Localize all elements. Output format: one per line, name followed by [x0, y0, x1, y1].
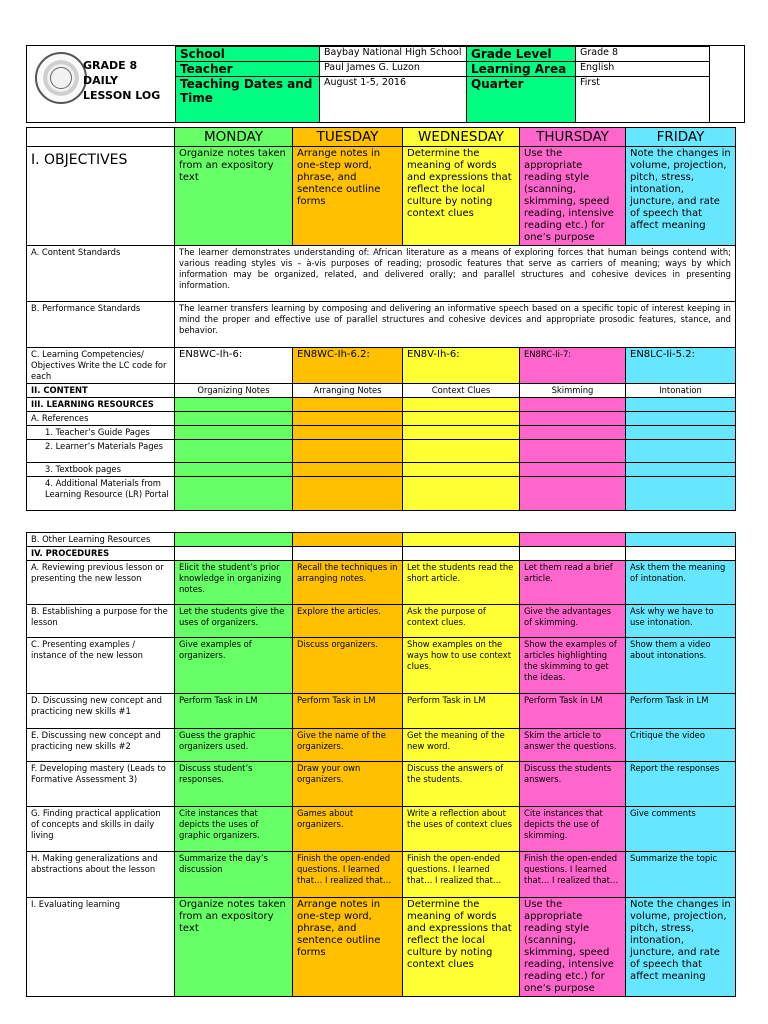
school-value: Baybay National High School	[320, 47, 467, 62]
procedure-label-c: C. Presenting examples / instance of the new lesson	[27, 638, 175, 694]
learning-area-label: Learning Area	[467, 62, 576, 77]
blank-corner	[27, 128, 175, 147]
procedure-i-thursday: Use the appropriate reading style (scanning, skimming, speed reading, intensive reading etc.) for one’s purpose	[520, 898, 626, 997]
procedure-f-monday: Discuss student’s responses.	[175, 762, 293, 807]
procedure-d-wednesday: Perform Task in LM	[403, 694, 520, 729]
procedure-label-f: F. Developing mastery (Leads to Formative Assessment 3)	[27, 762, 175, 807]
content-row	[27, 384, 736, 398]
procedures-header-row	[27, 547, 736, 561]
lc-code-friday: EN8LC-Ii-5.2:	[626, 348, 736, 384]
objective-wednesday: Determine the meaning of words and expressions that reflect the local culture by noting context clues	[403, 147, 520, 246]
procedure-label-b: B. Establishing a purpose for the lesson	[27, 605, 175, 638]
procedure-e-wednesday: Get the meaning of the new word.	[403, 729, 520, 762]
topic-wednesday: Context Clues	[403, 384, 520, 398]
procedure-label-g: G. Finding practical application of concepts and skills in daily living	[27, 807, 175, 852]
procedure-a-tuesday: Recall the techniques in arranging notes.	[293, 561, 403, 605]
procedure-h-tuesday: Finish the open-ended questions. I learned that… I realized that…	[293, 852, 403, 898]
day-wednesday: WEDNESDAY	[403, 128, 520, 147]
topic-thursday: Skimming	[520, 384, 626, 398]
objectives-table	[26, 127, 736, 511]
grade-level-value: Grade 8	[576, 47, 710, 62]
dates-label: Teaching Dates and Time	[176, 77, 320, 123]
grade-title: GRADE 8	[83, 59, 138, 72]
day-thursday: THURSDAY	[520, 128, 626, 147]
procedure-g-tuesday: Games about organizers.	[293, 807, 403, 852]
other-resources-label: B. Other Learning Resources	[27, 533, 175, 547]
day-header-row	[27, 128, 736, 147]
grade-level-label: Grade Level	[467, 47, 576, 62]
procedure-c-wednesday: Show examples on the ways how to use context clues.	[403, 638, 520, 694]
performance-standards-label: B. Performance Standards	[27, 302, 175, 348]
lc-code-thursday: EN8RC-Ii-7:	[520, 348, 626, 384]
day-friday: FRIDAY	[626, 128, 736, 147]
procedure-row-h	[27, 852, 736, 898]
procedure-c-thursday: Show the examples of articles highlighting the skimming to get the ideas.	[520, 638, 626, 694]
procedure-g-monday: Cite instances that depicts the uses of graphic organizers.	[175, 807, 293, 852]
school-label: School	[176, 47, 320, 62]
topic-friday: Intonation	[626, 384, 736, 398]
procedure-d-tuesday: Perform Task in LM	[293, 694, 403, 729]
procedure-row-b	[27, 605, 736, 638]
resources-label: III. LEARNING RESOURCES	[27, 398, 175, 412]
procedure-row-f	[27, 762, 736, 807]
procedure-h-thursday: Finish the open-ended questions. I learned that… I realized that…	[520, 852, 626, 898]
quarter-label: Quarter	[467, 77, 576, 123]
procedure-row-a	[27, 561, 736, 605]
lc-code-tuesday: EN8WC-Ih-6.2:	[293, 348, 403, 384]
procedure-b-tuesday: Explore the articles.	[293, 605, 403, 638]
additional-materials-label: 4. Additional Materials from Learning Resource (LR) Portal	[27, 477, 175, 511]
procedure-b-thursday: Give the advantages of skimming.	[520, 605, 626, 638]
procedure-g-thursday: Cite instances that depicts the use of skimming.	[520, 807, 626, 852]
competencies-row	[27, 348, 736, 384]
procedure-label-a: A. Reviewing previous lesson or presenting the new lesson	[27, 561, 175, 605]
references-row	[27, 412, 736, 426]
procedure-b-friday: Ask why we have to use intonation.	[626, 605, 736, 638]
procedure-row-c	[27, 638, 736, 694]
day-tuesday: TUESDAY	[293, 128, 403, 147]
procedure-g-friday: Give comments	[626, 807, 736, 852]
procedure-label-d: D. Discussing new concept and practicing new skills #1	[27, 694, 175, 729]
references-label: A. References	[27, 412, 175, 426]
procedure-f-tuesday: Draw your own organizers.	[293, 762, 403, 807]
lc-code-monday: EN8WC-Ih-6:	[175, 348, 293, 384]
day-monday: MONDAY	[175, 128, 293, 147]
procedure-c-friday: Show them a video about intonations.	[626, 638, 736, 694]
objective-tuesday: Arrange notes in one-step word, phrase, and sentence outline forms	[293, 147, 403, 246]
lesson-log-label: LESSON LOG	[83, 89, 161, 102]
procedure-d-monday: Perform Task in LM	[175, 694, 293, 729]
textbook-pages-label: 3. Textbook pages	[27, 463, 175, 477]
procedure-row-i	[27, 898, 736, 997]
procedure-i-friday: Note the changes in volume, projection, pitch, stress, intonation, juncture, and rate of speech that affect meaning	[626, 898, 736, 997]
lm-pages-row	[27, 440, 736, 463]
performance-standards-text: The learner transfers learning by composing and delivering an informative speech based on a specific topic of interest keeping in mind the proper and effective use of parallel structures and cohesive devices and appropriate prosodic features, stance, and behavior.	[175, 302, 736, 348]
procedure-b-wednesday: Ask the purpose of context clues.	[403, 605, 520, 638]
header-block	[26, 45, 745, 123]
procedure-e-tuesday: Give the name of the organizers.	[293, 729, 403, 762]
procedure-h-wednesday: Finish the open-ended questions. I learned that… I realized that…	[403, 852, 520, 898]
competencies-label: C. Learning Competencies/ Objectives Write the LC code for each	[27, 348, 175, 384]
tg-pages-label: 1. Teacher’s Guide Pages	[27, 426, 175, 440]
procedure-h-friday: Summarize the topic	[626, 852, 736, 898]
topic-monday: Organizing Notes	[175, 384, 293, 398]
procedure-label-h: H. Making generalizations and abstractions about the lesson	[27, 852, 175, 898]
objective-friday: Note the changes in volume, projection, pitch, stress, intonation, juncture, and rate of speech that affect meaning	[626, 147, 736, 246]
objectives-row	[27, 147, 736, 246]
procedure-a-wednesday: Let the students read the short article.	[403, 561, 520, 605]
procedure-label-i: I. Evaluating learning	[27, 898, 175, 997]
topic-tuesday: Arranging Notes	[293, 384, 403, 398]
procedure-e-thursday: Skim the article to answer the questions.	[520, 729, 626, 762]
procedure-e-monday: Guess the graphic organizers used.	[175, 729, 293, 762]
daily-label: DAILY	[83, 74, 118, 87]
log-title	[83, 58, 160, 103]
deped-seal-icon	[35, 52, 87, 104]
content-standards-row	[27, 246, 736, 302]
procedure-i-monday: Organize notes taken from an expository text	[175, 898, 293, 997]
content-standards-label: A. Content Standards	[27, 246, 175, 302]
procedure-b-monday: Let the students give the uses of organizers.	[175, 605, 293, 638]
procedure-a-monday: Elicit the student’s prior knowledge in organizing notes.	[175, 561, 293, 605]
procedure-f-thursday: Discuss the students answers.	[520, 762, 626, 807]
procedure-i-tuesday: Arrange notes in one-step word, phrase, and sentence outline forms	[293, 898, 403, 997]
procedure-d-thursday: Perform Task in LM	[520, 694, 626, 729]
procedure-row-g	[27, 807, 736, 852]
objectives-title: I. OBJECTIVES	[27, 147, 175, 246]
procedure-g-wednesday: Write a reflection about the uses of context clues	[403, 807, 520, 852]
quarter-value: First	[576, 77, 710, 123]
procedure-f-friday: Report the responses	[626, 762, 736, 807]
procedure-d-friday: Perform Task in LM	[626, 694, 736, 729]
other-resources-row	[27, 533, 736, 547]
procedure-row-d	[27, 694, 736, 729]
procedures-label: IV. PROCEDURES	[27, 547, 175, 561]
teacher-label: Teacher	[176, 62, 320, 77]
resources-row	[27, 398, 736, 412]
procedure-f-wednesday: Discuss the answers of the students.	[403, 762, 520, 807]
procedure-i-wednesday: Determine the meaning of words and expressions that reflect the local culture by noting context clues	[403, 898, 520, 997]
procedure-a-thursday: Let them read a brief article.	[520, 561, 626, 605]
procedure-label-e: E. Discussing new concept and practicing new skills #2	[27, 729, 175, 762]
learning-area-value: English	[576, 62, 710, 77]
procedure-row-e	[27, 729, 736, 762]
dates-value: August 1-5, 2016	[320, 77, 467, 123]
content-label: II. CONTENT	[27, 384, 175, 398]
objective-monday: Organize notes taken from an expository text	[175, 147, 293, 246]
procedure-c-tuesday: Discuss organizers.	[293, 638, 403, 694]
procedures-table	[26, 532, 736, 997]
content-standards-text: The learner demonstrates understanding of: African literature as a means of exploring forces that human beings contend with; various reading styles vis – à-vis purposes of reading; prosodic features that serve as carriers of meaning; ways by which information may be organized, related, and delivered orally; and parallel structures and cohesive devices in presenting information.	[175, 246, 736, 302]
procedure-h-monday: Summarize the day’s discussion	[175, 852, 293, 898]
procedure-e-friday: Critique the video	[626, 729, 736, 762]
lc-code-wednesday: EN8V-Ih-6:	[403, 348, 520, 384]
textbook-pages-row	[27, 463, 736, 477]
procedure-c-monday: Give examples of organizers.	[175, 638, 293, 694]
procedure-a-friday: Ask them the meaning of intonation.	[626, 561, 736, 605]
header-info-table	[175, 46, 710, 123]
additional-materials-row	[27, 477, 736, 511]
teacher-value: Paul James G. Luzon	[320, 62, 467, 77]
tg-pages-row	[27, 426, 736, 440]
performance-standards-row	[27, 302, 736, 348]
lm-pages-label: 2. Learner’s Materials Pages	[27, 440, 175, 463]
objective-thursday: Use the appropriate reading style (scanning, skimming, speed reading, intensive reading etc.) for one’s purpose	[520, 147, 626, 246]
